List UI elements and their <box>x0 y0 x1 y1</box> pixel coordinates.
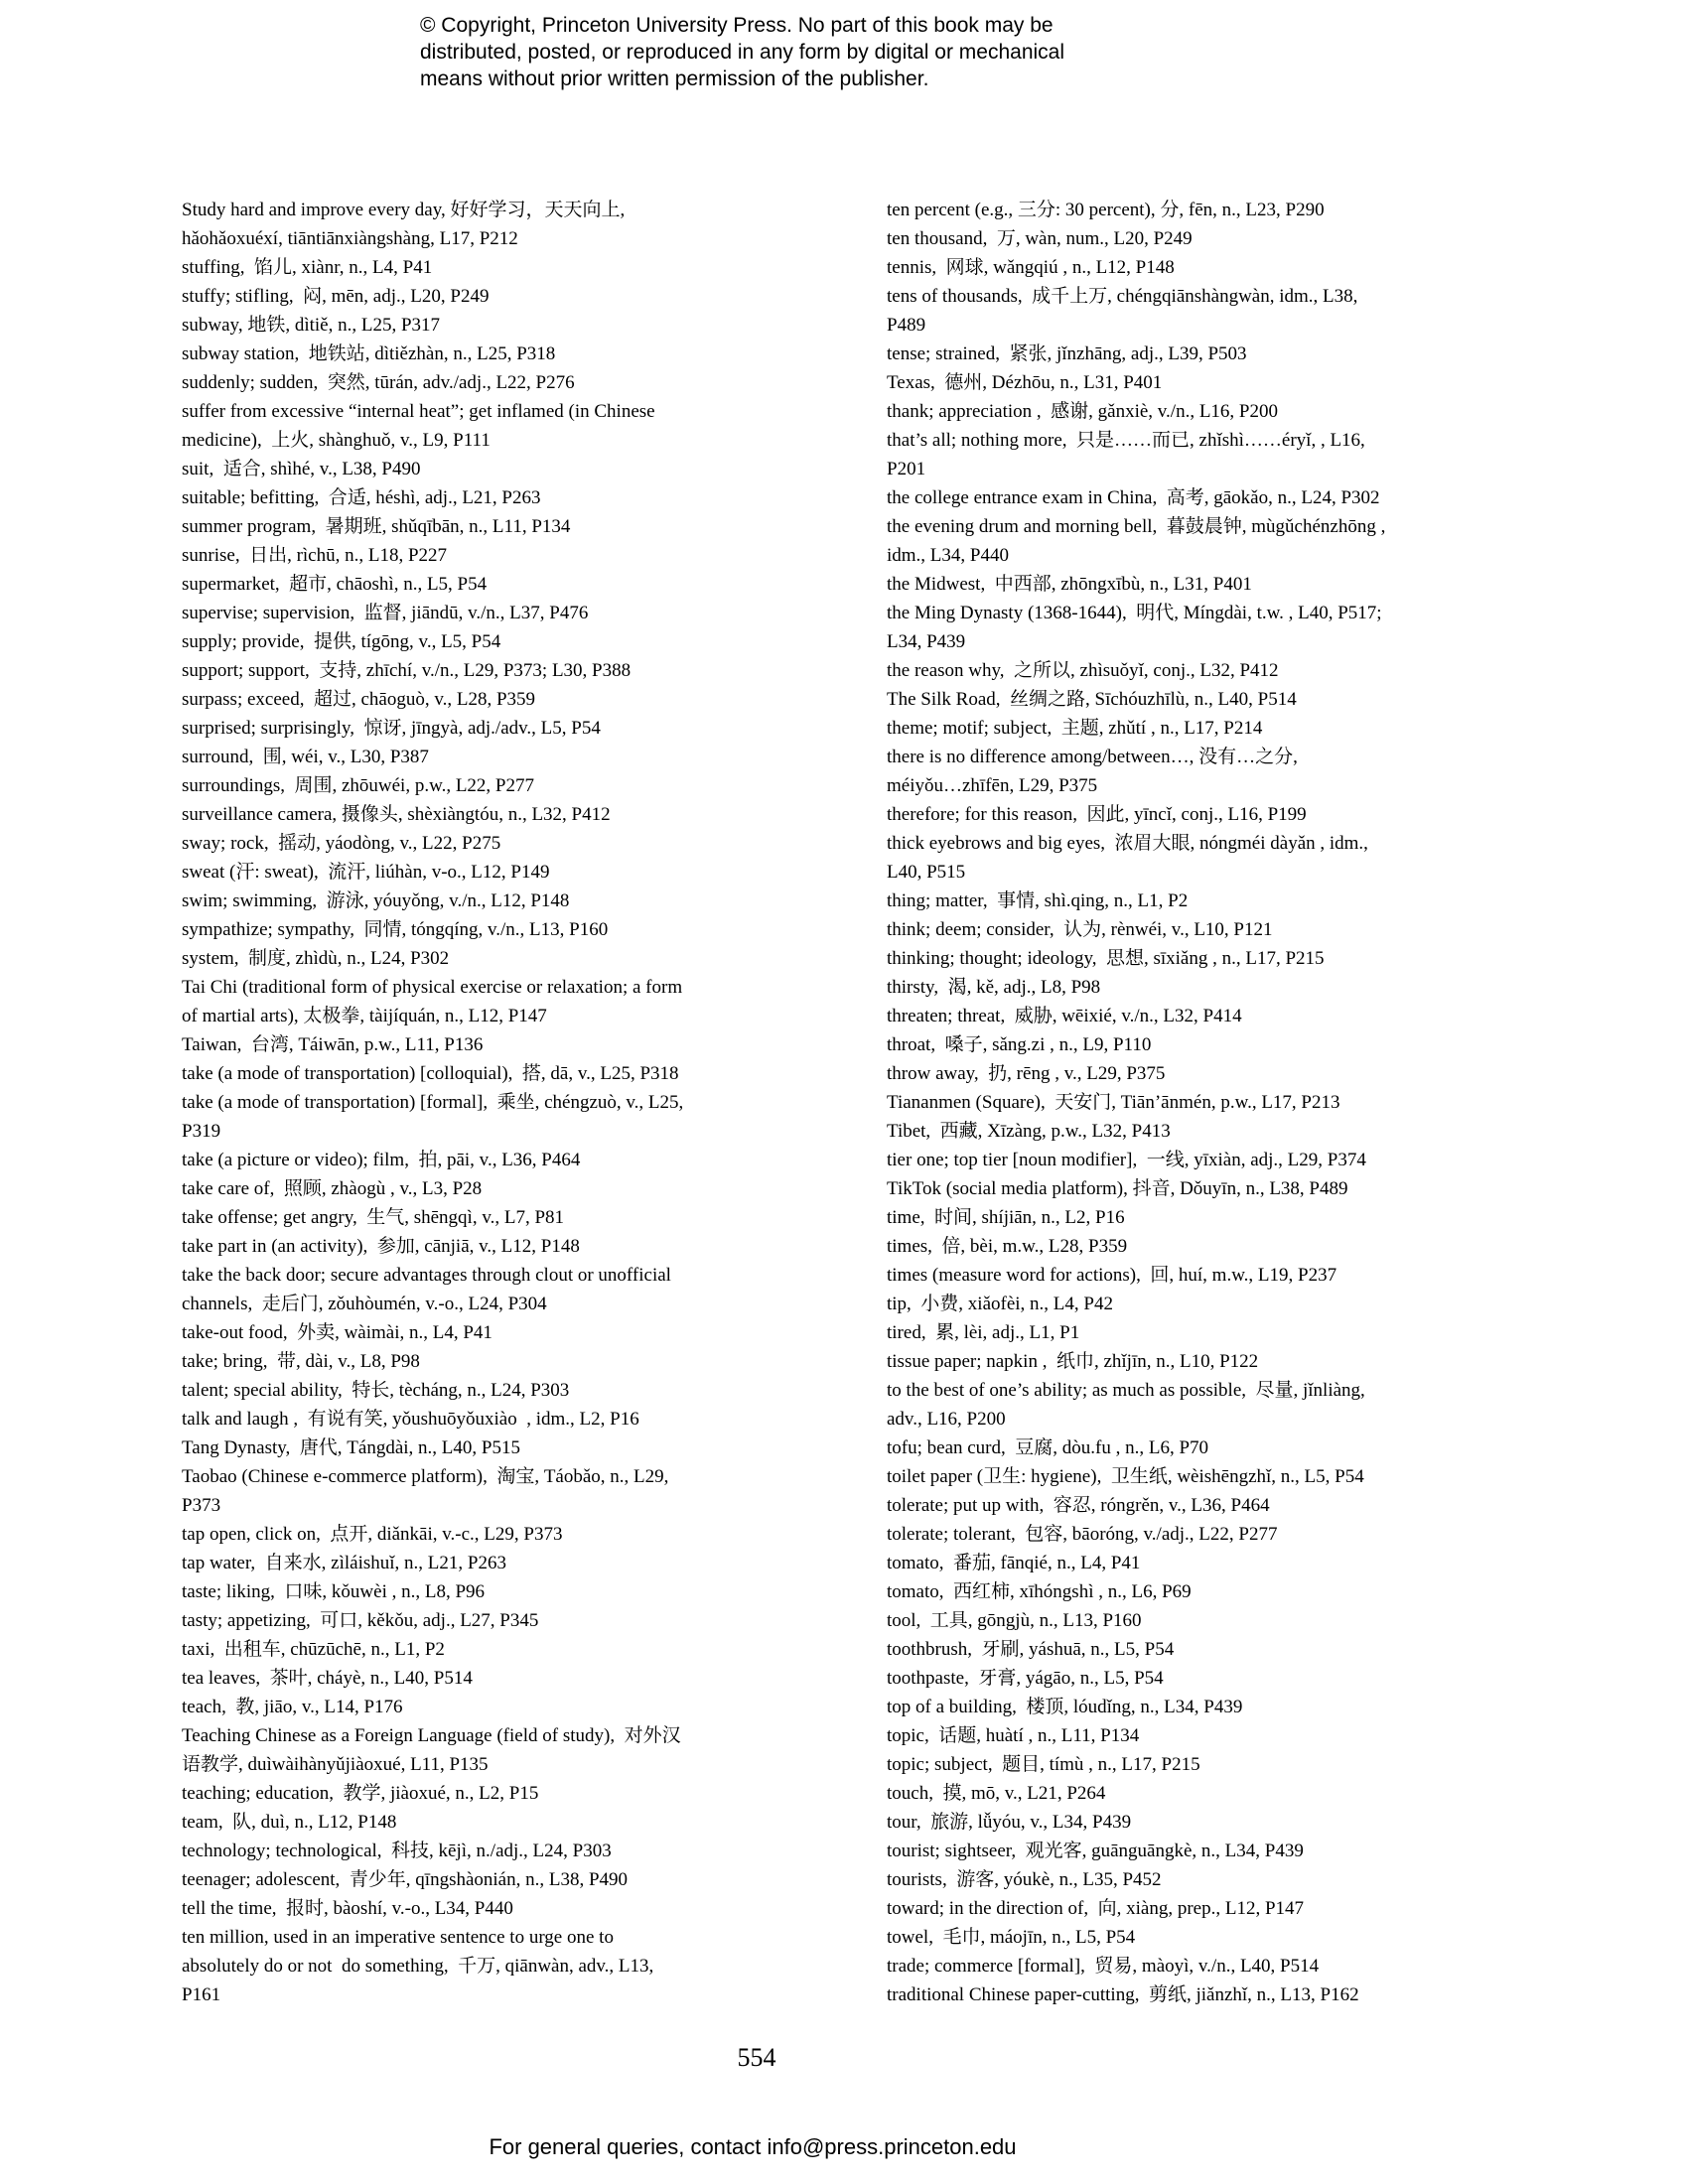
glossary-line: tourists, 游客, yóukè, n., L35, P452 <box>887 1869 1162 1890</box>
glossary-line: toilet paper (卫生: hygiene), 卫生纸, wèishēngzhǐ, n., L5, P54 <box>887 1466 1364 1487</box>
glossary-line: subway, 地铁, dìtiě, n., L25, P317 <box>182 315 441 336</box>
glossary-line: the college entrance exam in China, 高考, gāokǎo, n., L24, P302 <box>887 487 1380 508</box>
copyright-notice <box>420 12 1064 92</box>
glossary-line: L40, P515 <box>887 862 966 883</box>
copyright-line: means without prior written permission of the publisher. <box>420 68 929 90</box>
glossary-line: teenager; adolescent, 青少年, qīngshàonián, n., L38, P490 <box>182 1869 629 1890</box>
glossary-line: technology; technological, 科技, kējì, n./adj., L24, P303 <box>182 1841 612 1861</box>
glossary-line: medicine), 上火, shànghuǒ, v., L9, P111 <box>182 430 491 451</box>
glossary-line: top of a building, 楼顶, lóudǐng, n., L34, P439 <box>887 1697 1243 1717</box>
glossary-line: absolutely do or not do something, 千万, qiānwàn, adv., L13, <box>182 1956 654 1977</box>
glossary-line: touch, 摸, mō, v., L21, P264 <box>887 1783 1106 1804</box>
glossary-line: threaten; threat, 威胁, wēixié, v./n., L32, P414 <box>887 1006 1242 1026</box>
glossary-line: méiyǒu…zhīfēn, L29, P375 <box>887 775 1098 796</box>
glossary-line: Taobao (Chinese e-commerce platform), 淘宝, Táobǎo, n., L29, <box>182 1466 669 1487</box>
glossary-line: tomato, 番茄, fānqié, n., L4, P41 <box>887 1553 1141 1573</box>
glossary-line: tell the time, 报时, bàoshí, v.-o., L34, P440 <box>182 1898 513 1919</box>
glossary-line: the evening drum and morning bell, 暮鼓晨钟, mùgǔchénzhōng , <box>887 516 1386 537</box>
glossary-line: take care of, 照顾, zhàogù , v., L3, P28 <box>182 1178 483 1199</box>
glossary-line: sway; rock, 摇动, yáodòng, v., L22, P275 <box>182 833 501 854</box>
glossary-line: tolerate; tolerant, 包容, bāoróng, v./adj., L22, P277 <box>887 1524 1278 1545</box>
glossary-line: toothpaste, 牙膏, yágāo, n., L5, P54 <box>887 1668 1164 1689</box>
copyright-line: distributed, posted, or reproduced in any form by digital or mechanical <box>420 41 1065 64</box>
footer-contact: For general queries, contact info@press.princeton.edu <box>489 2134 1017 2159</box>
glossary-line: tissue paper; napkin , 纸巾, zhǐjīn, n., L10, P122 <box>887 1351 1259 1372</box>
glossary-left-column <box>182 196 877 2009</box>
glossary-line: 语教学, duìwàihànyǔjiàoxué, L11, P135 <box>182 1754 489 1775</box>
glossary-line: team, 队, duì, n., L12, P148 <box>182 1812 397 1833</box>
glossary-line: stuffy; stifling, 闷, mēn, adj., L20, P249 <box>182 286 490 307</box>
glossary-line: take the back door; secure advantages through clout or unofficial <box>182 1265 671 1286</box>
glossary-line: therefore; for this reason, 因此, yīncǐ, conj., L16, P199 <box>887 804 1307 825</box>
glossary-line: Tibet, 西藏, Xīzàng, p.w., L32, P413 <box>887 1121 1171 1142</box>
glossary-line: subway station, 地铁站, dìtiězhàn, n., L25, P318 <box>182 343 556 364</box>
glossary-line: thick eyebrows and big eyes, 浓眉大眼, nóngméi dàyǎn , idm., <box>887 833 1368 854</box>
glossary-line: tea leaves, 茶叶, cháyè, n., L40, P514 <box>182 1668 473 1689</box>
glossary-line: talent; special ability, 特长, tècháng, n., L24, P303 <box>182 1380 570 1401</box>
glossary-line: think; deem; consider, 认为, rènwéi, v., L10, P121 <box>887 919 1273 940</box>
glossary-line: take-out food, 外卖, wàimài, n., L4, P41 <box>182 1322 492 1343</box>
glossary-line: thinking; thought; ideology, 思想, sīxiǎng , n., L17, P215 <box>887 948 1325 969</box>
glossary-line: tier one; top tier [noun modifier], 一线, yīxiàn, adj., L29, P374 <box>887 1150 1366 1170</box>
glossary-line: thing; matter, 事情, shì.qing, n., L1, P2 <box>887 890 1189 911</box>
glossary-line: P489 <box>887 315 926 336</box>
glossary-line: thirsty, 渴, kě, adj., L8, P98 <box>887 977 1101 998</box>
glossary-line: talk and laugh , 有说有笑, yǒushuōyǒuxiào , idm., L2, P16 <box>182 1409 639 1430</box>
glossary-line: summer program, 暑期班, shǔqībān, n., L11, P134 <box>182 516 571 537</box>
glossary-line: surroundings, 周围, zhōuwéi, p.w., L22, P277 <box>182 775 534 796</box>
glossary-line: toward; in the direction of, 向, xiàng, prep., L12, P147 <box>887 1898 1305 1919</box>
glossary-line: toothbrush, 牙刷, yáshuā, n., L5, P54 <box>887 1639 1175 1660</box>
glossary-line: trade; commerce [formal], 贸易, màoyì, v./n., L40, P514 <box>887 1956 1320 1977</box>
glossary-line: take (a mode of transportation) [formal], 乘坐, chéngzuò, v., L25, <box>182 1092 684 1113</box>
glossary-line: throat, 嗓子, sǎng.zi , n., L9, P110 <box>887 1034 1152 1055</box>
glossary-line: of martial arts), 太极拳, tàijíquán, n., L12, P147 <box>182 1006 547 1026</box>
glossary-line: channels, 走后门, zǒuhòumén, v.-o., L24, P304 <box>182 1294 547 1314</box>
glossary-line: Teaching Chinese as a Foreign Language (field of study), 对外汉 <box>182 1725 681 1746</box>
glossary-line: tip, 小费, xiǎofèi, n., L4, P42 <box>887 1294 1113 1314</box>
glossary-line: supermarket, 超市, chāoshì, n., L5, P54 <box>182 574 488 595</box>
glossary-line: tap water, 自来水, zìláishuǐ, n., L21, P263 <box>182 1553 506 1573</box>
glossary-line: tool, 工具, gōngjù, n., L13, P160 <box>887 1610 1142 1631</box>
glossary-line: hǎohǎoxuéxí, tiāntiānxiàngshàng, L17, P212 <box>182 228 518 249</box>
glossary-line: that’s all; nothing more, 只是……而已, zhǐshì……éryǐ, , L16, <box>887 430 1365 451</box>
page-number: 554 <box>737 2043 776 2072</box>
glossary-line: times, 倍, bèi, m.w., L28, P359 <box>887 1236 1128 1257</box>
glossary-line: Texas, 德州, Dézhōu, n., L31, P401 <box>887 372 1163 393</box>
glossary-line: tense; strained, 紧张, jǐnzhāng, adj., L39, P503 <box>887 343 1247 364</box>
glossary-line: ten million, used in an imperative sentence to urge one to <box>182 1927 614 1948</box>
glossary-line: tennis, 网球, wǎngqiú , n., L12, P148 <box>887 257 1175 278</box>
glossary-line: suit, 适合, shìhé, v., L38, P490 <box>182 459 421 479</box>
glossary-line: the Midwest, 中西部, zhōngxībù, n., L31, P401 <box>887 574 1252 595</box>
glossary-line: sympathize; sympathy, 同情, tóngqíng, v./n., L13, P160 <box>182 919 609 940</box>
glossary-line: throw away, 扔, rēng , v., L29, P375 <box>887 1063 1166 1084</box>
glossary-line: The Silk Road, 丝绸之路, Sīchóuzhīlù, n., L40, P514 <box>887 689 1297 710</box>
glossary-line: surpass; exceed, 超过, chāoguò, v., L28, P359 <box>182 689 536 710</box>
copyright-line: © Copyright, Princeton University Press. No part of this book may be <box>420 14 1054 37</box>
glossary-line: taste; liking, 口味, kǒuwèi , n., L8, P96 <box>182 1581 486 1602</box>
glossary-line: swim; swimming, 游泳, yóuyǒng, v./n., L12, P148 <box>182 890 570 911</box>
glossary-line: P319 <box>182 1121 221 1142</box>
glossary-line: support; support, 支持, zhīchí, v./n., L29, P373; L30, P388 <box>182 660 632 681</box>
glossary-right-column <box>887 196 1661 2009</box>
glossary-line: theme; motif; subject, 主题, zhǔtí , n., L17, P214 <box>887 718 1263 739</box>
glossary-line: topic; subject, 题目, tímù , n., L17, P215 <box>887 1754 1200 1775</box>
glossary-line: thank; appreciation , 感谢, gǎnxiè, v./n., L16, P200 <box>887 401 1278 422</box>
glossary-line: ten percent (e.g., 三分: 30 percent), 分, fēn, n., L23, P290 <box>887 200 1325 220</box>
glossary-line: suitable; befitting, 合适, héshì, adj., L21, P263 <box>182 487 541 508</box>
glossary-line: adv., L16, P200 <box>887 1409 1006 1430</box>
glossary-line: suffer from excessive “internal heat”; get inflamed (in Chinese <box>182 401 655 422</box>
glossary-line: sunrise, 日出, rìchū, n., L18, P227 <box>182 545 448 566</box>
glossary-line: topic, 话题, huàtí , n., L11, P134 <box>887 1725 1140 1746</box>
glossary-line: P161 <box>182 1984 221 2005</box>
glossary-line: surround, 围, wéi, v., L30, P387 <box>182 747 429 767</box>
glossary-line: take; bring, 带, dài, v., L8, P98 <box>182 1351 420 1372</box>
glossary-line: to the best of one’s ability; as much as possible, 尽量, jǐnliàng, <box>887 1380 1365 1401</box>
glossary-line: the Ming Dynasty (1368-1644), 明代, Míngdài, t.w. , L40, P517; <box>887 603 1382 623</box>
glossary-line: system, 制度, zhìdù, n., L24, P302 <box>182 948 450 969</box>
glossary-line: Study hard and improve every day, 好好学习，天天向上, <box>182 200 626 220</box>
glossary-line: teach, 教, jiāo, v., L14, P176 <box>182 1697 403 1717</box>
glossary-line: idm., L34, P440 <box>887 545 1009 566</box>
glossary-line: the reason why, 之所以, zhìsuǒyǐ, conj., L32, P412 <box>887 660 1279 681</box>
glossary-line: tap open, click on, 点开, diǎnkāi, v.-c., L29, P373 <box>182 1524 563 1545</box>
glossary-line: tomato, 西红柿, xīhóngshì , n., L6, P69 <box>887 1581 1192 1602</box>
glossary-line: TikTok (social media platform), 抖音, Dǒuyīn, n., L38, P489 <box>887 1178 1348 1199</box>
glossary-line: tourist; sightseer, 观光客, guānguāngkè, n., L34, P439 <box>887 1841 1304 1861</box>
glossary-line: Tang Dynasty, 唐代, Tángdài, n., L40, P515 <box>182 1437 520 1458</box>
glossary-line: P373 <box>182 1495 221 1516</box>
glossary-line: tasty; appetizing, 可口, kěkǒu, adj., L27, P345 <box>182 1610 539 1631</box>
glossary-line: Tai Chi (traditional form of physical exercise or relaxation; a form <box>182 977 683 998</box>
glossary-line: take offense; get angry, 生气, shēngqì, v., L7, P81 <box>182 1207 565 1228</box>
glossary-line: surprised; surprisingly, 惊讶, jīngyà, adj./adv., L5, P54 <box>182 718 601 739</box>
glossary-line: teaching; education, 教学, jiàoxué, n., L2, P15 <box>182 1783 539 1804</box>
glossary-line: tofu; bean curd, 豆腐, dòu.fu , n., L6, P70 <box>887 1437 1209 1458</box>
glossary-line: surveillance camera, 摄像头, shèxiàngtóu, n., L32, P412 <box>182 804 611 825</box>
glossary-line: take (a mode of transportation) [colloquial), 搭, dā, v., L25, P318 <box>182 1063 679 1084</box>
glossary-line: L34, P439 <box>887 631 966 652</box>
glossary-line: tolerate; put up with, 容忍, róngrěn, v., L36, P464 <box>887 1495 1270 1516</box>
glossary-line: suddenly; sudden, 突然, tūrán, adv./adj., L22, P276 <box>182 372 575 393</box>
glossary-line: sweat (汗: sweat), 流汗, liúhàn, v-o., L12, P149 <box>182 862 550 883</box>
glossary-line: stuffing, 馅儿, xiànr, n., L4, P41 <box>182 257 433 278</box>
glossary-line: take part in (an activity), 参加, cānjiā, v., L12, P148 <box>182 1236 580 1257</box>
glossary-line: times (measure word for actions), 回, huí, m.w., L19, P237 <box>887 1265 1337 1286</box>
glossary-line: towel, 毛巾, máojīn, n., L5, P54 <box>887 1927 1136 1948</box>
glossary-line: Taiwan, 台湾, Táiwān, p.w., L11, P136 <box>182 1034 484 1055</box>
glossary-line: supervise; supervision, 监督, jiāndū, v./n., L37, P476 <box>182 603 589 623</box>
glossary-line: taxi, 出租车, chūzūchē, n., L1, P2 <box>182 1639 445 1660</box>
glossary-line: traditional Chinese paper-cutting, 剪纸, jiǎnzhǐ, n., L13, P162 <box>887 1984 1359 2005</box>
glossary-line: tens of thousands, 成千上万, chéngqiānshàngwàn, idm., L38, <box>887 286 1358 307</box>
glossary-line: ten thousand, 万, wàn, num., L20, P249 <box>887 228 1193 249</box>
glossary-line: take (a picture or video); film, 拍, pāi, v., L36, P464 <box>182 1150 581 1170</box>
glossary-line: supply; provide, 提供, tígōng, v., L5, P54 <box>182 631 501 652</box>
glossary-line: P201 <box>887 459 926 479</box>
glossary-line: Tiananmen (Square), 天安门, Tiān’ānmén, p.w., L17, P213 <box>887 1092 1340 1113</box>
glossary-line: there is no difference among/between…, 没有…之分, <box>887 747 1298 767</box>
glossary-line: tired, 累, lèi, adj., L1, P1 <box>887 1322 1080 1343</box>
glossary-line: time, 时间, shíjiān, n., L2, P16 <box>887 1207 1125 1228</box>
glossary-line: tour, 旅游, lǚyóu, v., L34, P439 <box>887 1812 1132 1833</box>
